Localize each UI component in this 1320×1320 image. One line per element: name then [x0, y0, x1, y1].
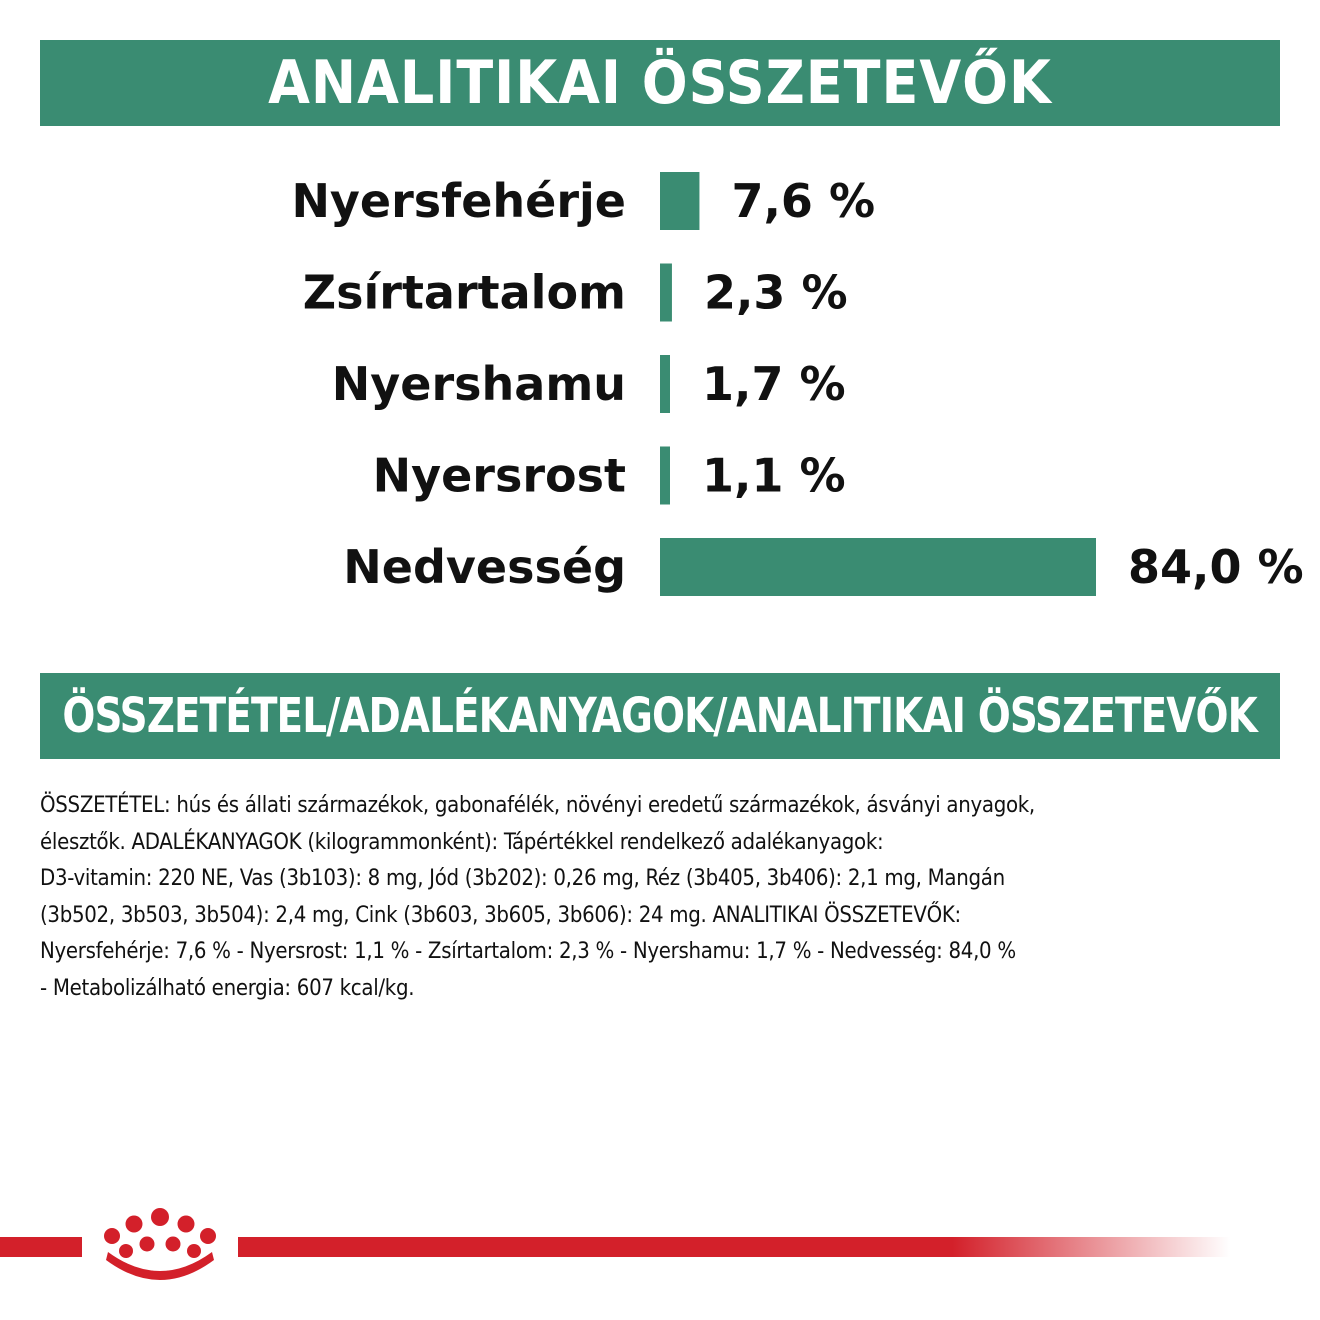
composition-title: ÖSSZETÉTEL/ADALÉKANYAGOK/ANALITIKAI ÖSSZETEVŐK — [62, 688, 1258, 744]
value-label: 84,0 % — [1128, 540, 1304, 594]
category-label: Nedvesség — [343, 540, 626, 594]
analytic-constituents-title: ANALITIKAI ÖSSZETEVŐK — [268, 48, 1052, 118]
bar-nyershamu — [660, 355, 670, 413]
value-label: 1,1 % — [702, 448, 846, 503]
bar-nedvesség — [660, 538, 1096, 596]
composition-banner — [40, 673, 1280, 759]
composition-line: D3-vitamin: 220 NE, Vas (3b103): 8 mg, Jód (3b202): 0,26 mg, Réz (3b405, 3b406): 2,1 mg, Mangán — [40, 866, 1005, 891]
composition-text — [40, 788, 1290, 1007]
value-label: 1,7 % — [702, 357, 846, 411]
category-label: Nyersfehérje — [291, 174, 626, 228]
composition-line: élesztők. ADALÉKANYAGOK (kilogrammonként): Tápértékkel rendelkező adalékanyagok: — [40, 829, 884, 855]
composition-line: (3b502, 3b503, 3b504): 2,4 mg, Cink (3b603, 3b605, 3b606): 24 mg. ANALITIKAI ÖSSZETEVŐK: — [40, 902, 961, 928]
category-label: Nyershamu — [331, 357, 626, 411]
bar-nyersfehérje — [660, 172, 699, 230]
value-label: 7,6 % — [731, 174, 876, 228]
composition-line: Nyersfehérje: 7,6 % - Nyersrost: 1,1 % - Zsírtartalom: 2,3 % - Nyershamu: 1,7 % - Nedvesség: 84,0 % — [40, 939, 1016, 964]
footer-line-left — [0, 1237, 82, 1257]
category-label: Zsírtartalom — [302, 265, 626, 320]
brand-footer — [0, 1200, 1320, 1290]
analytic-constituents-banner — [40, 40, 1280, 126]
value-label: 2,3 % — [703, 265, 848, 320]
footer-line-right — [238, 1237, 1230, 1257]
crown-icon — [104, 1208, 216, 1280]
category-label: Nyersrost — [372, 448, 626, 503]
nutrient-bar-chart — [0, 150, 1320, 620]
bar-zsírtartalom — [660, 264, 672, 322]
composition-line: ÖSSZETÉTEL: hús és állati származékok, gabonafélék, növényi eredetű származékok, ásványi anyagok, — [40, 793, 1035, 818]
composition-line: - Metabolizálható energia: 607 kcal/kg. — [40, 975, 415, 1001]
bar-nyersrost — [660, 447, 670, 505]
